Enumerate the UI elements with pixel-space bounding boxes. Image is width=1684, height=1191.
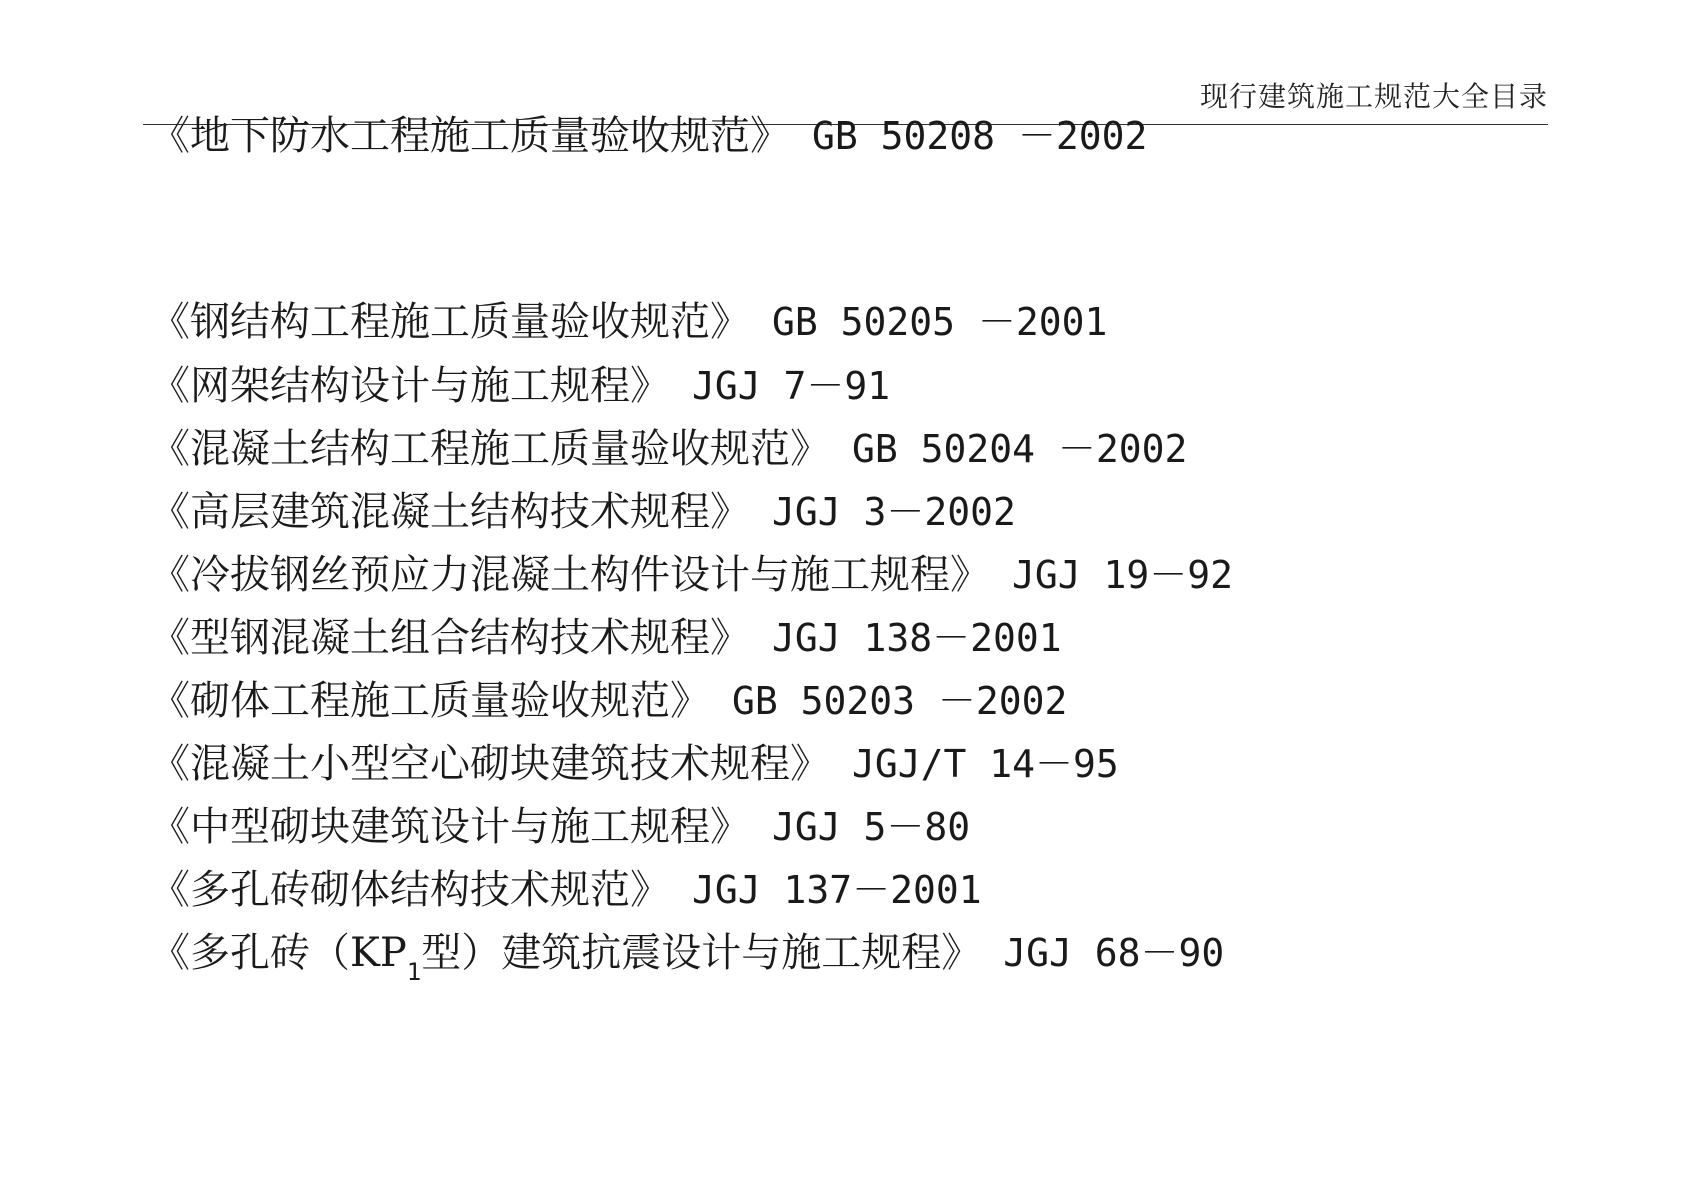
standard-title: 《砌体工程施工质量验收规范》: [150, 678, 710, 724]
standard-code: JGJ 7－91: [692, 364, 891, 408]
standard-title: [150, 930, 982, 986]
standard-title: 《混凝土结构工程施工质量验收规范》: [150, 426, 830, 472]
standard-title: 《混凝土小型空心砌块建筑技术规程》: [150, 741, 830, 787]
standard-code: JGJ 137－2001: [692, 868, 982, 912]
standard-entry: [150, 112, 1147, 160]
standard-title: 《多孔砖砌体结构技术规范》: [150, 867, 670, 913]
standard-title: 《地下防水工程施工质量验收规范》: [150, 113, 790, 159]
standard-title: 《网架结构设计与施工规程》: [150, 363, 670, 409]
standard-code: GB 50205 －2001: [772, 300, 1108, 344]
standard-entry: [150, 425, 1187, 473]
header-title: 现行建筑施工规范大全目录: [1199, 80, 1548, 113]
standard-entry: [150, 740, 1119, 788]
standard-title: 《冷拔钢丝预应力混凝土构件设计与施工规程》: [150, 552, 990, 598]
standard-code: GB 50203 －2002: [732, 679, 1068, 723]
standard-entry: [150, 298, 1107, 346]
standard-code: JGJ/T 14－95: [852, 742, 1119, 786]
standard-code: GB 50204 －2002: [852, 427, 1188, 471]
standard-code: JGJ 3－2002: [772, 490, 1016, 534]
standard-entry: [150, 362, 890, 410]
standard-entry: [150, 488, 1016, 536]
standard-title: 《中型砌块建筑设计与施工规程》: [150, 804, 750, 850]
standard-code: JGJ 138－2001: [772, 616, 1062, 660]
standard-entry: [150, 551, 1233, 599]
standard-entry: [150, 866, 982, 914]
standard-code: JGJ 5－80: [772, 805, 971, 849]
standard-entry: [150, 677, 1067, 725]
standard-entry: [150, 614, 1062, 662]
standard-title: 《高层建筑混凝土结构技术规程》: [150, 489, 750, 535]
standard-code: JGJ 19－92: [1012, 553, 1234, 597]
standard-title-part: 型）建筑抗震设计与施工规程》: [421, 930, 982, 976]
standard-code: GB 50208 －2002: [812, 114, 1148, 158]
subscript-number: 1: [406, 958, 422, 986]
standard-title: 《型钢混凝土组合结构技术规程》: [150, 615, 750, 661]
standard-entry: [150, 929, 1225, 986]
standard-code: JGJ 68－90: [1003, 931, 1225, 975]
standard-entry: [150, 803, 970, 851]
standard-title: 《钢结构工程施工质量验收规范》: [150, 299, 750, 345]
standard-title-part: 《多孔砖（KP: [150, 930, 407, 976]
